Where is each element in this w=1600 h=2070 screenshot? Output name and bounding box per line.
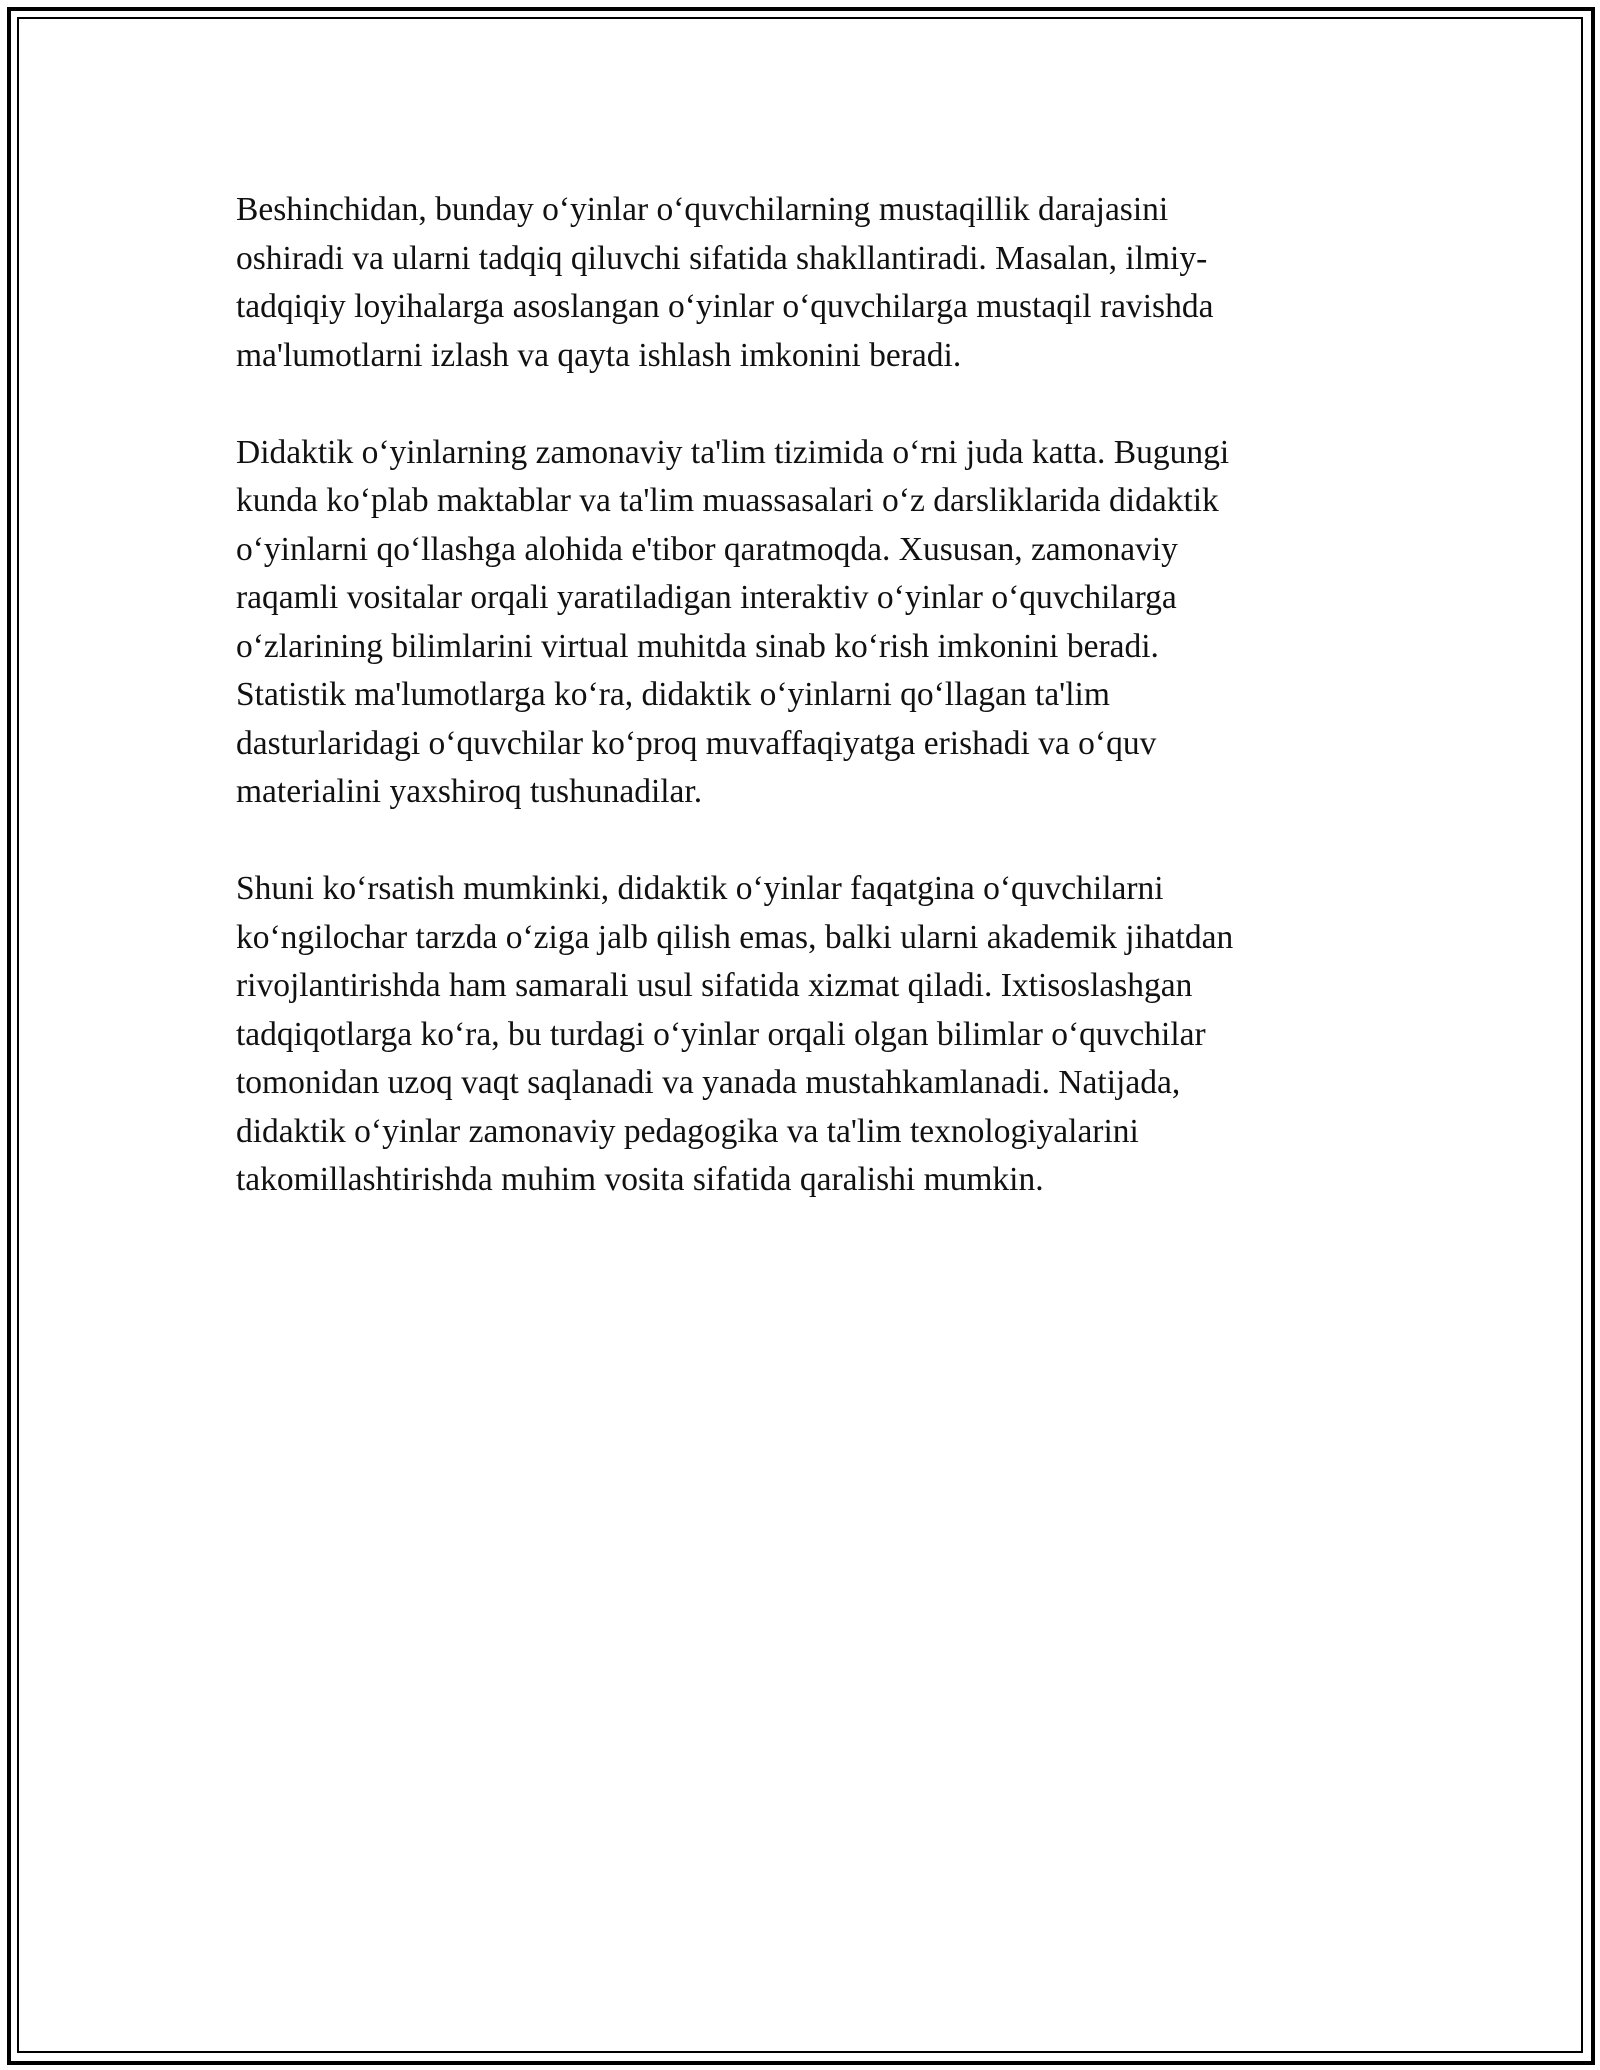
text-line: Didaktik o‘yinlarning zamonaviy ta'lim tizimida o‘rni juda katta. Bugungi	[236, 433, 1230, 471]
text-line: dasturlaridagi o‘quvchilar ko‘proq muvaffaqiyatga erishadi va o‘quv	[236, 724, 1157, 762]
document-body	[236, 186, 1366, 1253]
text-line: kunda ko‘plab maktablar va ta'lim muassasalari o‘z darsliklarida didaktik	[236, 482, 1219, 519]
text-line: tomonidan uzoq vaqt saqlanadi va yanada mustahkamlanadi. Natijada,	[236, 1064, 1181, 1101]
text-line: didaktik o‘yinlar zamonaviy pedagogika va ta'lim texnologiyalarini	[236, 1112, 1139, 1150]
text-line: Shuni ko‘rsatish mumkinki, didaktik o‘yinlar faqatgina o‘quvchilarni	[236, 870, 1164, 907]
text-line: o‘zlarining bilimlarini virtual muhitda sinab ko‘rish imkonini beradi.	[236, 627, 1159, 665]
text-line: ma'lumotlarni izlash va qayta ishlash imkonini beradi.	[236, 336, 962, 374]
paragraph-1	[236, 186, 1366, 380]
text-line: raqamli vositalar orqali yaratiladigan interaktiv o‘yinlar o‘quvchilarga	[236, 579, 1177, 616]
text-line: ko‘ngilochar tarzda o‘ziga jalb qilish emas, balki ularni akademik jihatdan	[236, 918, 1234, 956]
text-line: Beshinchidan, bunday o‘yinlar o‘quvchilarning mustaqillik darajasini	[236, 191, 1169, 228]
text-line: o‘yinlarni qo‘llashga alohida e'tibor qaratmoqda. Xususan, zamonaviy	[236, 530, 1178, 568]
text-line: tadqiqiy loyihalarga asoslangan o‘yinlar o‘quvchilarga mustaqil ravishda	[236, 288, 1214, 325]
text-line: takomillashtirishda muhim vosita sifatida qaralishi mumkin.	[236, 1161, 1044, 1198]
paragraph-2	[236, 429, 1366, 817]
paragraph-3	[236, 865, 1366, 1205]
text-line: oshiradi va ularni tadqiq qiluvchi sifatida shakllantiradi. Masalan, ilmiy-	[236, 239, 1208, 277]
text-line: Statistik ma'lumotlarga ko‘ra, didaktik o‘yinlarni qo‘llagan ta'lim	[236, 676, 1110, 713]
text-line: rivojlantirishda ham samarali usul sifatida xizmat qiladi. Ixtisoslashgan	[236, 967, 1193, 1004]
text-line: tadqiqotlarga ko‘ra, bu turdagi o‘yinlar orqali olgan bilimlar o‘quvchilar	[236, 1015, 1206, 1053]
text-line: materialini yaxshiroq tushunadilar.	[236, 773, 703, 810]
